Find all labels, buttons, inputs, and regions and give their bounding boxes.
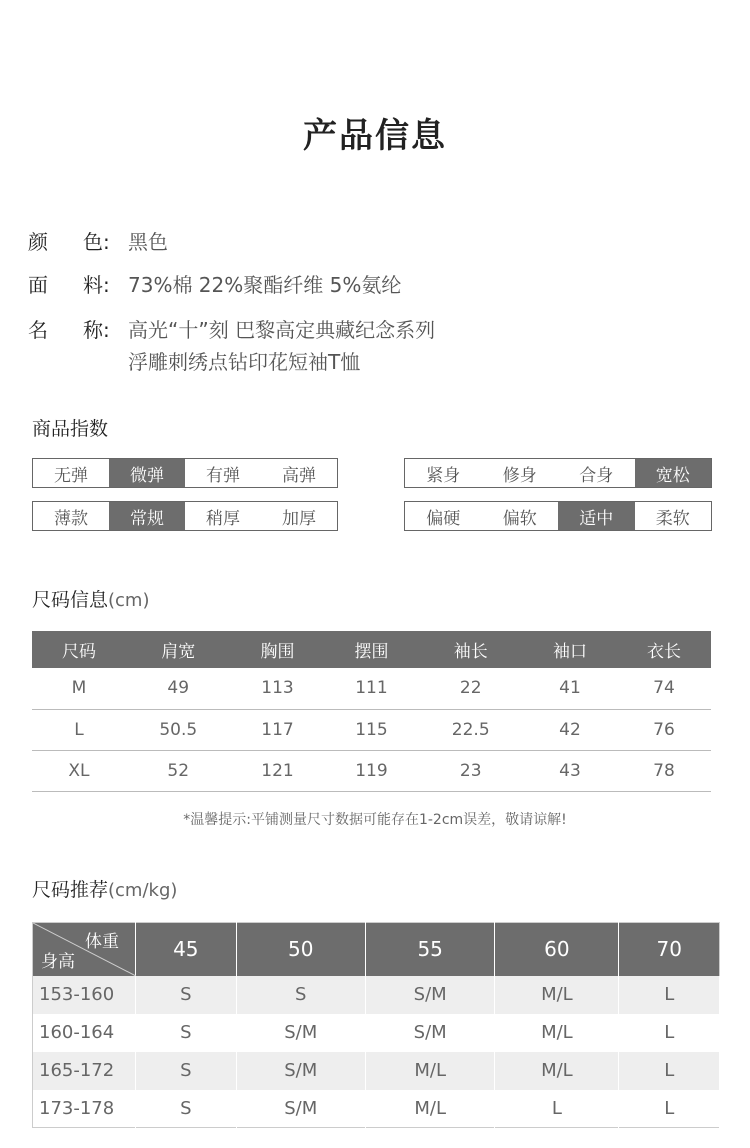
fit-scale [404,458,712,488]
height-range-cell: 173-178 [33,1090,136,1128]
info-color-value: 黑色 [128,230,168,254]
size-table [32,631,711,792]
table-cell: 42 [523,709,617,750]
recommended-size-cell: S/M [365,1014,494,1052]
table-row [33,976,720,1014]
fit-option: 修身 [502,465,537,486]
recommended-size-cell: S [136,976,237,1014]
thickness-option: 常规 [109,502,185,530]
table-row [32,709,711,750]
recommend-unit: (cm/kg) [108,880,178,901]
elasticity-option: 微弹 [109,459,185,487]
info-name-line1: 高光“十”刻 巴黎高定典藏纪念系列 [128,318,436,342]
fit-option: 紧身 [426,465,461,486]
recommended-size-cell: M/L [495,1052,619,1090]
size-info-unit: (cm) [108,590,150,611]
corner-height-label: 身高 [41,951,75,972]
table-row [33,1014,720,1052]
table-cell: 76 [617,709,711,750]
info-name-label-a: 名 [28,318,48,342]
recommend-heading-text: 尺码推荐 [32,879,109,901]
table-row [32,668,711,709]
thickness-option: 稍厚 [206,508,240,529]
recommend-heading [32,875,177,902]
table-row [33,1090,720,1128]
elasticity-option: 无弹 [54,465,88,486]
recommended-size-cell: S/M [236,1052,365,1090]
info-fabric-label-b: 料: [83,273,110,297]
softness-option: 偏软 [502,508,537,529]
size-column-header: 肩宽 [126,631,231,668]
recommended-size-cell: L [619,976,720,1014]
table-cell: 115 [324,709,418,750]
recommended-size-cell: S [236,976,365,1014]
recommended-size-cell: L [619,1090,720,1128]
size-column-header: 袖长 [418,631,523,668]
info-name-label-b: 称: [83,318,110,342]
table-cell: 78 [617,750,711,791]
table-cell: 22 [418,668,523,709]
recommend-table [32,922,720,1128]
table-cell: 43 [523,750,617,791]
corner-weight-label: 体重 [85,932,119,952]
info-fabric [28,269,401,301]
info-fabric-label-a: 面 [28,273,48,297]
recommended-size-cell: M/L [365,1090,494,1128]
table-row [33,1052,720,1090]
thickness-option: 薄款 [54,508,88,529]
recommended-size-cell: S/M [236,1014,365,1052]
size-column-header: 衣长 [617,631,711,668]
size-column-header: 袖口 [523,631,617,668]
info-color [28,226,168,258]
table-cell: M [32,668,126,709]
elasticity-scale [32,458,338,488]
weight-column-header: 55 [365,923,494,976]
fit-option: 宽松 [635,459,712,487]
recommended-size-cell: M/L [495,976,619,1014]
recommended-size-cell: S [136,1052,237,1090]
recommended-size-cell: M/L [495,1014,619,1052]
table-cell: L [32,709,126,750]
info-color-label-a: 颜 [28,230,48,254]
elasticity-option: 高弹 [282,465,316,486]
size-column-header: 胸围 [231,631,325,668]
weight-column-header: 60 [495,923,619,976]
info-name [28,314,435,378]
measurement-note: *温馨提示:平铺测量尺寸数据可能存在1-2cm误差，敬请谅解! [183,812,567,828]
height-range-cell: 165-172 [33,1052,136,1090]
size-info-heading [32,585,150,612]
size-column-header: 摆围 [324,631,418,668]
size-table-header [32,631,711,668]
table-cell: 22.5 [418,709,523,750]
page-title: 产品信息 [303,116,447,156]
info-color-label-b: 色: [83,230,110,254]
recommended-size-cell: L [619,1052,720,1090]
weight-column-header: 50 [236,923,365,976]
thickness-option: 加厚 [282,508,316,529]
table-row [32,750,711,791]
table-cell: 121 [231,750,325,791]
index-heading: 商品指数 [32,418,109,440]
recommended-size-cell: S [136,1090,237,1128]
softness-option: 适中 [558,502,635,530]
recommended-size-cell: S/M [365,976,494,1014]
table-cell: 119 [324,750,418,791]
table-cell: XL [32,750,126,791]
table-cell: 49 [126,668,231,709]
size-info-heading-text: 尺码信息 [32,589,109,611]
weight-column-header: 70 [619,923,720,976]
recommended-size-cell: S/M [236,1090,365,1128]
recommended-size-cell: S [136,1014,237,1052]
table-cell: 50.5 [126,709,231,750]
table-cell: 41 [523,668,617,709]
height-range-cell: 153-160 [33,976,136,1014]
fit-option: 合身 [579,465,614,486]
recommended-size-cell: L [495,1090,619,1128]
height-range-cell: 160-164 [33,1014,136,1052]
table-cell: 111 [324,668,418,709]
recommended-size-cell: L [619,1014,720,1052]
weight-column-header: 45 [136,923,237,976]
recommended-size-cell: M/L [365,1052,494,1090]
info-fabric-value: 73%棉 22%聚酯纤维 5%氨纶 [128,273,402,297]
recommend-table-header [33,923,720,976]
table-cell: 74 [617,668,711,709]
table-cell: 113 [231,668,325,709]
size-column-header: 尺码 [32,631,126,668]
softness-option: 偏硬 [426,508,461,529]
elasticity-option: 有弹 [206,465,240,486]
thickness-scale [32,501,338,531]
recommend-corner-cell [33,923,136,976]
table-cell: 117 [231,709,325,750]
table-cell: 23 [418,750,523,791]
info-name-line2: 浮雕刺绣点钻印花短袖T恤 [128,350,361,374]
table-cell: 52 [126,750,231,791]
softness-scale [404,501,712,531]
softness-option: 柔软 [655,508,690,529]
